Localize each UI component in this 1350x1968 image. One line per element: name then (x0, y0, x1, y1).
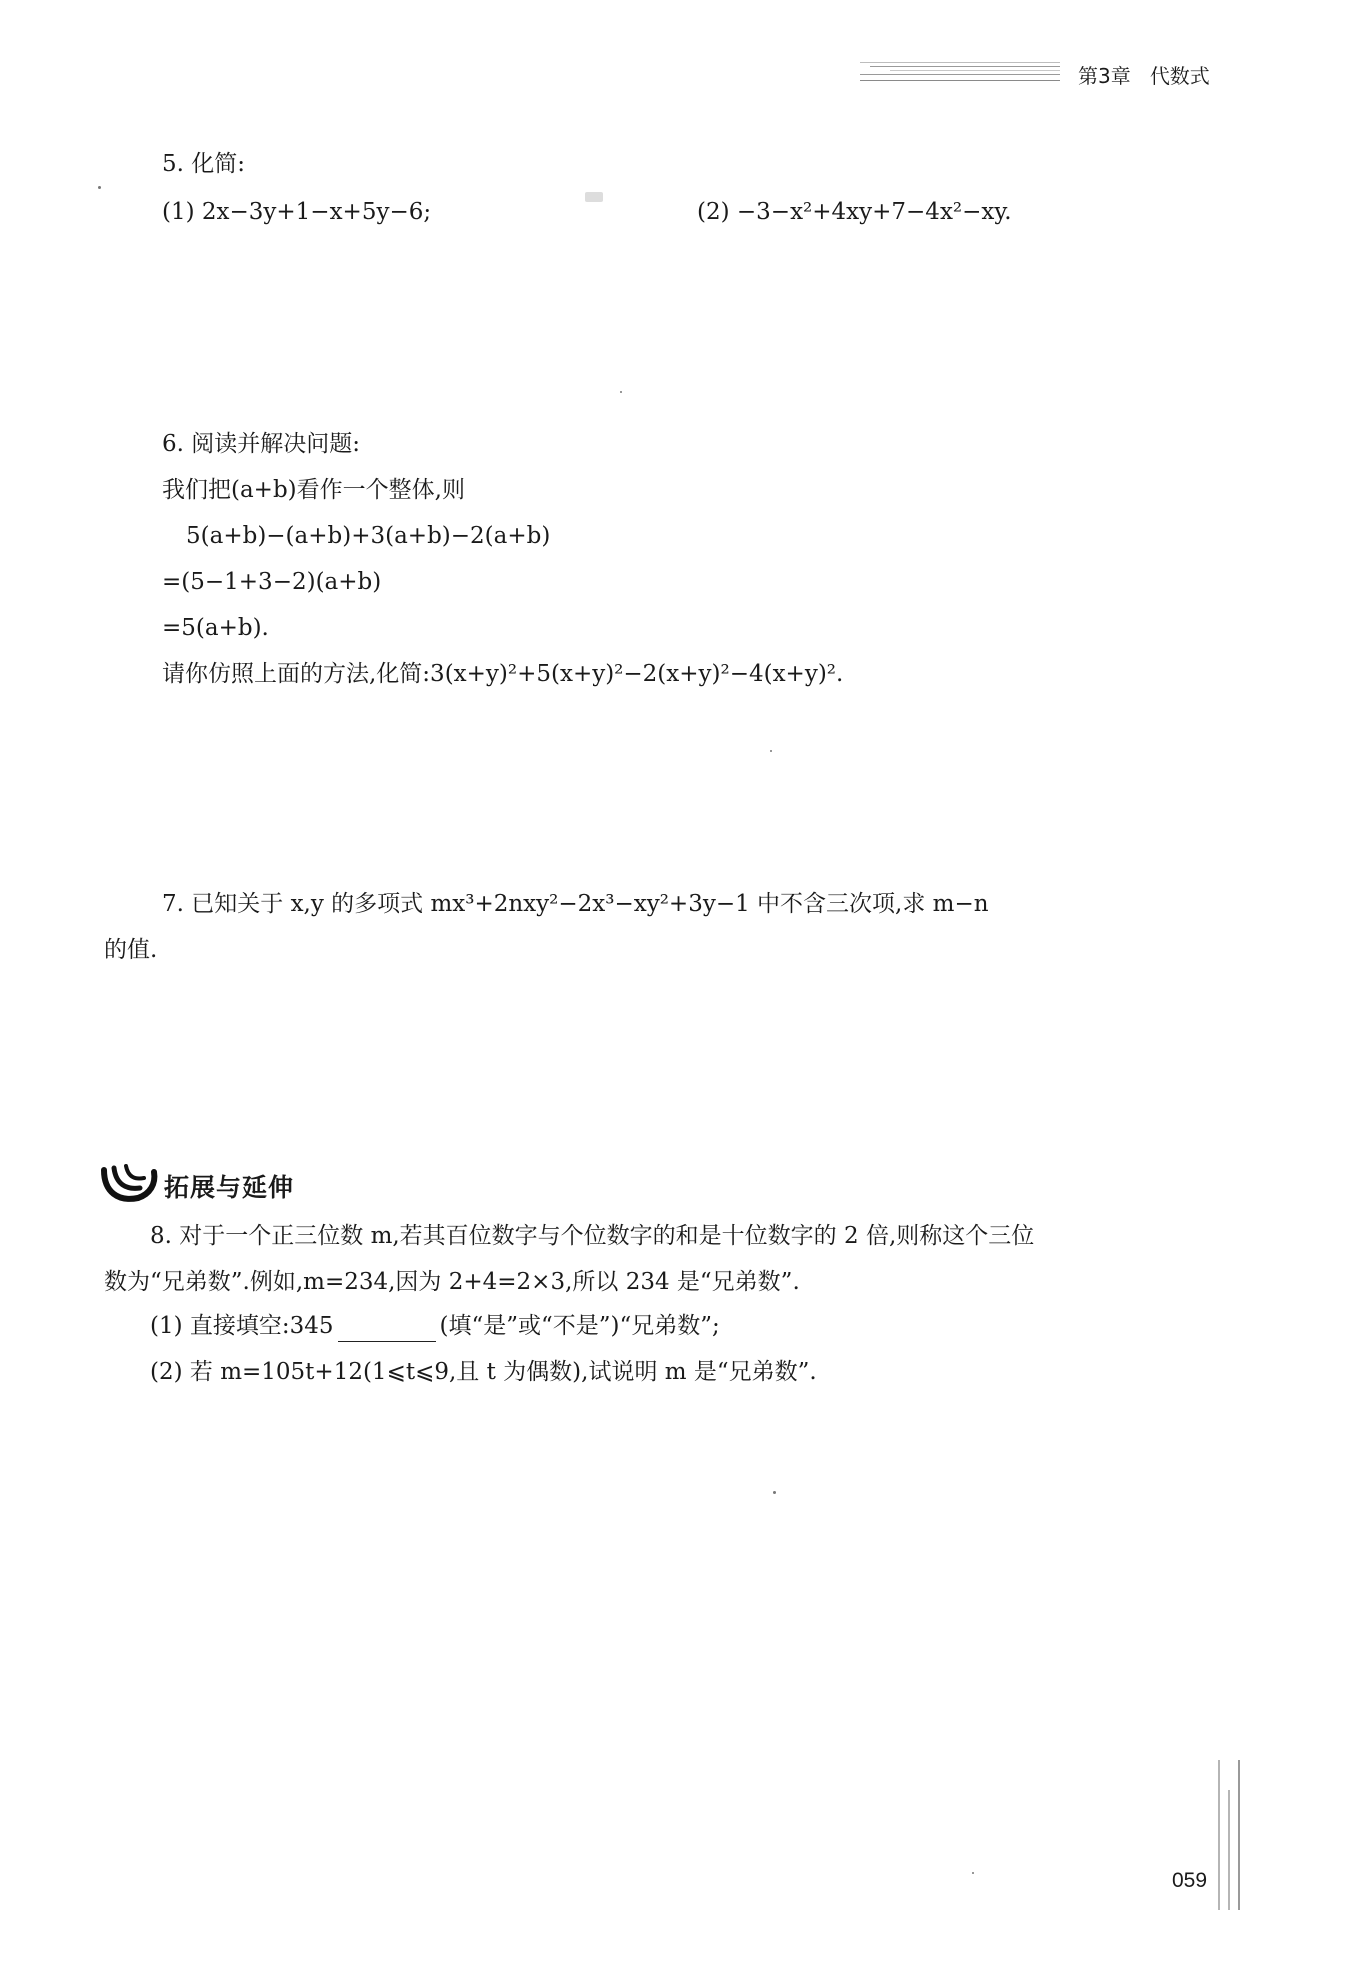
problem-8-part-1-suffix: (填“是”或“不是”)“兄弟数”; (439, 1313, 720, 1339)
header-decorative-lines (860, 62, 1060, 90)
problem-6-task: 请你仿照上面的方法,化简:3(x+y)²+5(x+y)²−2(x+y)²−4(x+y)². (162, 661, 844, 687)
problem-8-line-1: 8. 对于一个正三位数 m,若其百位数字与个位数字的和是十位数字的 2 倍,则称这个三位 (150, 1223, 1035, 1249)
swirl-icon (100, 1162, 160, 1210)
answer-blank[interactable] (338, 1319, 436, 1342)
problem-6-step-2: =5(a+b). (162, 615, 269, 641)
problem-5-title: 5. 化简: (162, 151, 246, 177)
problem-7-line-1: 7. 已知关于 x,y 的多项式 mx³+2nxy²−2x³−xy²+3y−1 中不含三次项,求 m−n (162, 891, 989, 917)
scan-speck (98, 186, 101, 189)
chapter-title: 代数式 (1149, 64, 1210, 88)
problem-8-part-2: (2) 若 m=105t+12(1⩽t⩽9,且 t 为偶数),试说明 m 是“兄弟数”. (150, 1359, 817, 1385)
problem-5-part-2: (2) −3−x²+4xy+7−4x²−xy. (697, 199, 1012, 225)
section-title: 拓展与延伸 (164, 1173, 295, 1202)
section-heading (100, 1162, 400, 1210)
problem-8-line-2: 数为“兄弟数”.例如,m=234,因为 2+4=2×3,所以 234 是“兄弟数”. (104, 1269, 800, 1295)
running-header (1078, 60, 1210, 89)
problem-7-line-2: 的值. (104, 937, 158, 963)
problem-8-part-1-prefix: (1) 直接填空:345 (150, 1313, 334, 1339)
problem-6-title: 6. 阅读并解决问题: (162, 431, 361, 457)
page-number: 059 (1172, 1869, 1208, 1892)
problem-6-intro: 我们把(a+b)看作一个整体,则 (162, 477, 465, 503)
scan-speck (972, 1872, 974, 1874)
scan-speck (773, 1491, 776, 1494)
problem-8-part-1 (150, 1310, 720, 1342)
chapter-number: 第3章 (1078, 64, 1131, 88)
problem-6-step-1: =(5−1+3−2)(a+b) (162, 569, 382, 595)
scan-speck (620, 391, 622, 393)
problem-5-part-1: (1) 2x−3y+1−x+5y−6; (162, 199, 432, 225)
problem-6-expression: 5(a+b)−(a+b)+3(a+b)−2(a+b) (186, 523, 551, 549)
scan-speck (585, 192, 603, 202)
scan-speck (770, 750, 772, 752)
